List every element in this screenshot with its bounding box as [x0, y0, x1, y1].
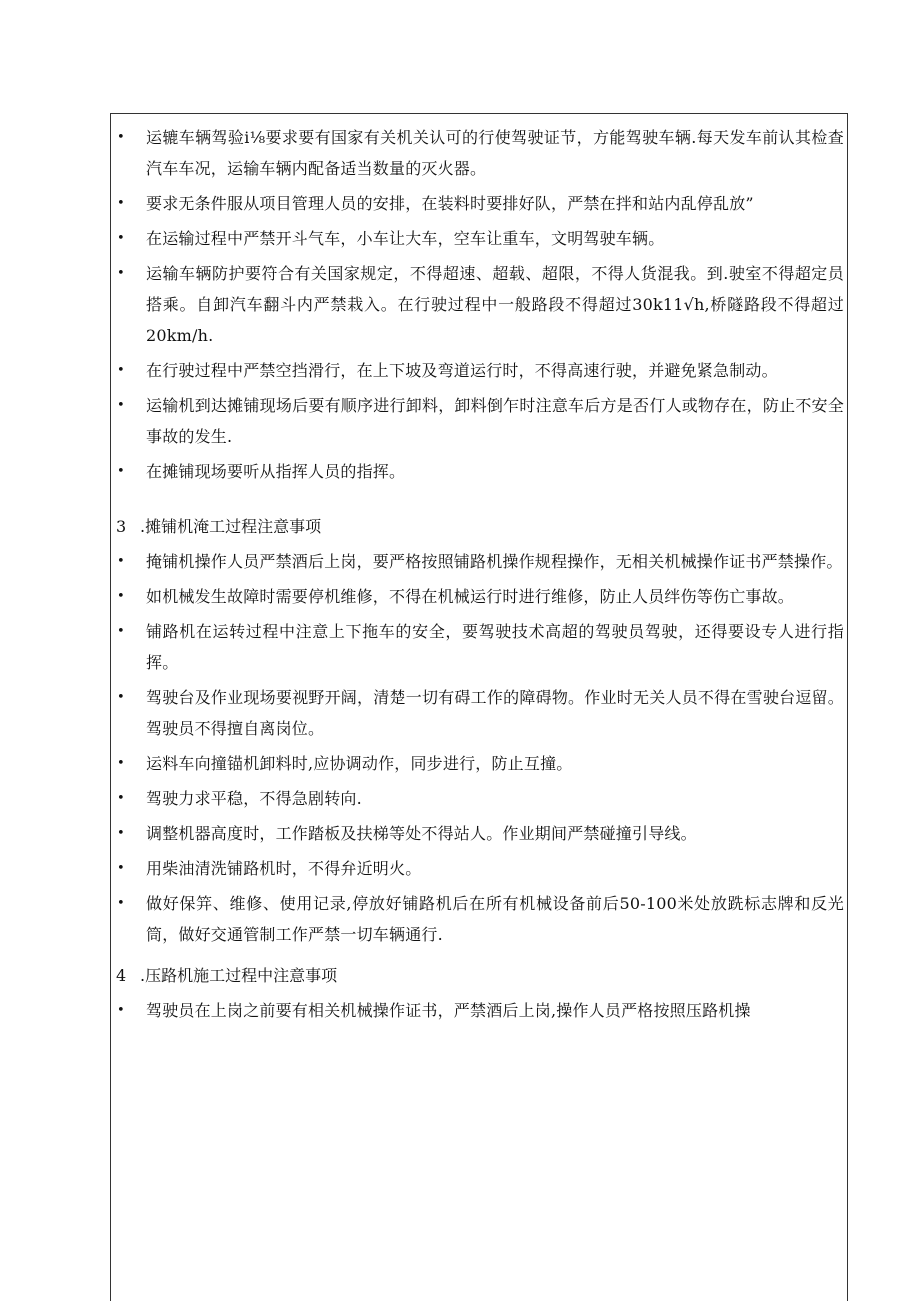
list-item-text: 驾驶员在上岗之前要有相关机械操作证书，严禁酒后上岗,操作人员严格按照压路机操	[146, 1001, 751, 1020]
list-item-text: 用柴油清洗铺路机时，不得弁近明火。	[146, 859, 422, 878]
section-title: .摊铺机淹工过程注意事项	[140, 517, 322, 536]
list-item	[114, 355, 844, 386]
list-item-text: 要求无条件服从项目管理人员的安排，在装料时要排好队，严禁在拌和站内乱停乱放”	[146, 194, 754, 213]
list-item-text: 驾驶力求平稳，不得急剧转向.	[146, 789, 362, 808]
list-item	[114, 456, 844, 487]
section-number: 4	[116, 966, 127, 985]
bullet-icon: •	[117, 756, 125, 771]
bullet-icon: •	[117, 130, 125, 145]
bullet-icon: •	[117, 398, 125, 413]
bullet-icon: •	[117, 690, 125, 705]
section-heading-roller	[114, 960, 844, 991]
list-item	[114, 682, 844, 744]
list-item	[114, 258, 844, 351]
list-item-text: 铺路机在运转过程中注意上下拖车的安全，要驾驶技术高超的驾驶员驾驶，还得要设专人进行指挥。	[146, 622, 844, 672]
document-body	[114, 122, 844, 1030]
list-item-text: 驾驶台及作业现场要视野开阔，清楚一切有碍工作的障碍物。作业时无关人员不得在雪驶台逗留。驾驶员不得擅自离岗位。	[146, 688, 844, 738]
bullet-icon: •	[117, 624, 125, 639]
list-item	[114, 748, 844, 779]
bullet-icon: •	[117, 826, 125, 841]
list-item	[114, 888, 844, 950]
spacer	[114, 491, 844, 511]
bullet-icon: •	[117, 791, 125, 806]
list-item	[114, 122, 844, 184]
bullet-icon: •	[117, 196, 125, 211]
roller-list	[114, 995, 844, 1026]
list-item	[114, 853, 844, 884]
list-item-text: 调整机器高度时，工作踏板及扶梯等处不得站人。作业期间严禁碰撞引导线。	[146, 824, 697, 843]
bullet-icon: •	[117, 231, 125, 246]
list-item	[114, 390, 844, 452]
section-number: 3	[116, 517, 127, 536]
list-item-text: 在行驶过程中严禁空挡滑行，在上下坡及弯道运行时，不得高速行驶，并避免紧急制动。	[146, 361, 778, 380]
bullet-icon: •	[117, 589, 125, 604]
list-item-text: 在运输过程中严禁开斗气车，小车让大车，空车让重车，文明驾驶车辆。	[146, 229, 665, 248]
bullet-icon: •	[117, 266, 125, 281]
list-item	[114, 783, 844, 814]
list-item-text: 运料车向撞锚机卸料时,应协调动作，同步进行，防止互撞。	[146, 754, 573, 773]
list-item	[114, 546, 844, 577]
bullet-icon: •	[117, 861, 125, 876]
list-item	[114, 581, 844, 612]
list-item-text: 在摊铺现场要听从指挥人员的指挥。	[146, 462, 406, 481]
section-title: .压路机施工过程中注意事项	[140, 966, 338, 985]
bullet-icon: •	[117, 1003, 125, 1018]
paver-list	[114, 546, 844, 950]
section-heading-paver	[114, 511, 844, 542]
list-item-text: 运输机到达摊铺现场后要有顺序进行卸料，卸料倒乍时注意车后方是否仃人或物存在，防止不安全事故的发生.	[146, 396, 844, 446]
list-item	[114, 223, 844, 254]
list-item-text: 如机械发生故障时需要停机维修，不得在机械运行时进行维修，防止人员绊伤等伤亡事故。	[146, 587, 795, 606]
bullet-icon: •	[117, 896, 125, 911]
bullet-icon: •	[117, 464, 125, 479]
bullet-icon: •	[117, 554, 125, 569]
list-item	[114, 818, 844, 849]
list-item	[114, 995, 844, 1026]
list-item-text: 做好保笄、维修、使用记录,停放好铺路机后在所有机械设备前后50-100米处放跣标志牌和反光筒，做好交通管制工作严禁一切车辆通行.	[146, 894, 844, 944]
transport-list	[114, 122, 844, 487]
list-item-text: 运输车辆防护要符合有关国家规定，不得超速、超载、超限，不得人货混我。到.驶室不得超定员搭乘。自卸汽车翻斗内严禁栽入。在行驶过程中一般路段不得超过30k11√h,桥隧路段不得超过20km∕h.	[146, 264, 844, 345]
list-item	[114, 188, 844, 219]
bullet-icon: •	[117, 363, 125, 378]
list-item-text: 运辘车辆驾验i⅛要求要有国家有关机关认可的行使驾驶证节，方能驾驶车辆.每天发车前认其检查汽车车况，运输车辆内配备适当数量的灭火器。	[146, 128, 844, 178]
list-item	[114, 616, 844, 678]
list-item-text: 掩铺机操作人员严禁酒后上岗，要严格按照铺路机操作规程操作，无相关机械操作证书严禁操作。	[146, 552, 843, 571]
